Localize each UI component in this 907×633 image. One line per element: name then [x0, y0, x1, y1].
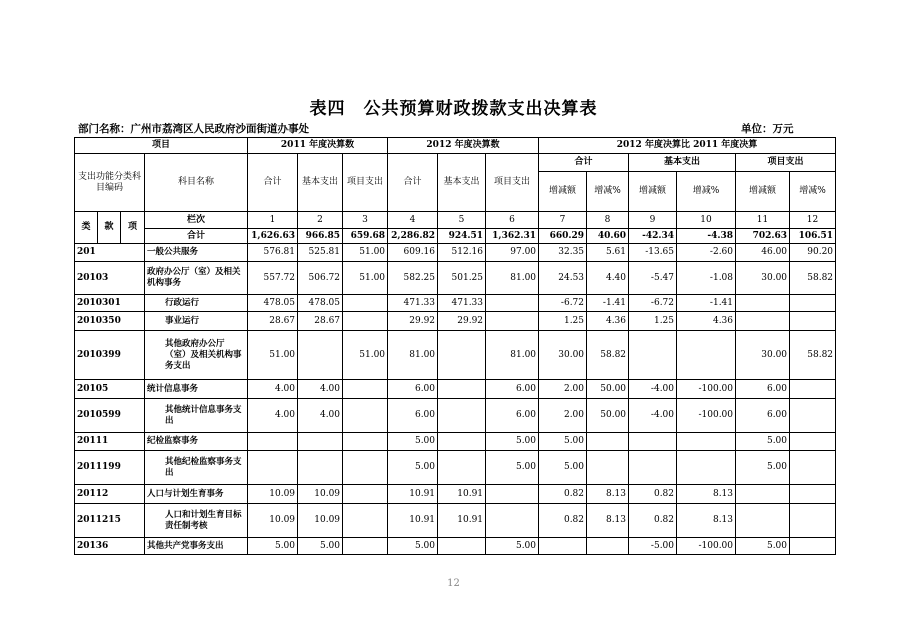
row-value: 28.67 — [248, 312, 298, 331]
header-2011-basic: 基本支出 — [298, 154, 343, 212]
table-title: 表四 公共预算财政拨款支出决算表 — [309, 99, 598, 119]
row-value: -4.00 — [629, 380, 677, 399]
row-value: -4.00 — [629, 399, 677, 433]
header-inc-amt: 增减额 — [539, 172, 587, 212]
row-value: 5.00 — [486, 538, 539, 555]
row-value — [790, 538, 836, 555]
row-value: 506.72 — [298, 262, 343, 295]
header-project: 项目 — [75, 138, 248, 154]
row-value: 1.25 — [539, 312, 587, 331]
row-value: 5.00 — [388, 451, 438, 485]
row-value — [790, 504, 836, 538]
row-name: 政府办公厅（室）及相关机构事务 — [145, 262, 248, 295]
row-value: -1.41 — [677, 295, 736, 312]
row-value: 5.00 — [539, 451, 587, 485]
row-value: 5.00 — [736, 451, 790, 485]
row-code: 2010301 — [75, 295, 145, 312]
header-cmp-basic: 基本支出 — [629, 154, 736, 172]
header-row-2 — [75, 154, 836, 172]
row-value: 501.25 — [438, 262, 486, 295]
row-value: 50.00 — [587, 380, 629, 399]
header-2012-total: 合计 — [388, 154, 438, 212]
row-value — [438, 380, 486, 399]
col-number: 11 — [736, 212, 790, 229]
row-value: 50.00 — [587, 399, 629, 433]
row-value — [438, 331, 486, 380]
row-name: 人口和计划生育目标责任制考核 — [145, 504, 248, 538]
row-code: 2010399 — [75, 331, 145, 380]
row-value — [790, 312, 836, 331]
row-value — [343, 399, 388, 433]
row-code: 2011215 — [75, 504, 145, 538]
table-row — [75, 504, 836, 538]
col-number: 5 — [438, 212, 486, 229]
row-value: 5.00 — [388, 538, 438, 555]
table-row — [75, 380, 836, 399]
header-inc-amt: 增减额 — [629, 172, 677, 212]
header-inc-amt: 增减额 — [736, 172, 790, 212]
row-value: -13.65 — [629, 244, 677, 262]
row-value — [790, 399, 836, 433]
row-code: 20112 — [75, 485, 145, 504]
row-value: 81.00 — [388, 331, 438, 380]
row-value: 29.92 — [438, 312, 486, 331]
row-value: 557.72 — [248, 262, 298, 295]
row-value: 512.16 — [438, 244, 486, 262]
total-cell: 659.68 — [343, 229, 388, 244]
row-code: 20103 — [75, 262, 145, 295]
row-value: 29.92 — [388, 312, 438, 331]
total-label: 合计 — [145, 229, 248, 244]
row-value: 81.00 — [486, 331, 539, 380]
row-name: 统计信息事务 — [145, 380, 248, 399]
row-value — [343, 433, 388, 451]
row-value — [677, 451, 736, 485]
row-name: 其他纪检监察事务支出 — [145, 451, 248, 485]
col-number: 6 — [486, 212, 539, 229]
row-value — [343, 451, 388, 485]
row-value: 10.91 — [438, 504, 486, 538]
row-value: 4.36 — [677, 312, 736, 331]
row-value — [790, 295, 836, 312]
row-value — [343, 312, 388, 331]
row-value: 4.00 — [298, 380, 343, 399]
row-value — [486, 312, 539, 331]
header-code: 支出功能分类科目编码 — [75, 154, 145, 212]
row-value: 30.00 — [736, 331, 790, 380]
row-value: 51.00 — [248, 331, 298, 380]
row-value: 30.00 — [539, 331, 587, 380]
row-value: 5.00 — [486, 451, 539, 485]
row-value: 58.82 — [587, 331, 629, 380]
row-value — [677, 433, 736, 451]
row-value: 5.00 — [539, 433, 587, 451]
total-cell: 1,626.63 — [248, 229, 298, 244]
row-value: 609.16 — [388, 244, 438, 262]
row-value: 5.00 — [736, 433, 790, 451]
row-value: 8.13 — [677, 485, 736, 504]
table-row — [75, 538, 836, 555]
table-row — [75, 244, 836, 262]
total-cell: 2,286.82 — [388, 229, 438, 244]
row-value — [629, 451, 677, 485]
row-name: 人口与计划生育事务 — [145, 485, 248, 504]
row-value — [438, 433, 486, 451]
row-value — [587, 433, 629, 451]
row-value: -6.72 — [539, 295, 587, 312]
total-cell: 924.51 — [438, 229, 486, 244]
row-value: -2.60 — [677, 244, 736, 262]
total-cell: 966.85 — [298, 229, 343, 244]
row-code: 2010599 — [75, 399, 145, 433]
row-name: 其他共产党事务支出 — [145, 538, 248, 555]
row-value — [587, 538, 629, 555]
table-row — [75, 262, 836, 295]
header-2011: 2011 年度决算数 — [248, 138, 388, 154]
row-value: 6.00 — [388, 399, 438, 433]
row-value: 10.09 — [248, 504, 298, 538]
col-number: 10 — [677, 212, 736, 229]
row-value: 4.00 — [248, 399, 298, 433]
row-name: 行政运行 — [145, 295, 248, 312]
row-value: 58.82 — [790, 262, 836, 295]
row-value: 5.00 — [486, 433, 539, 451]
row-value: 10.91 — [438, 485, 486, 504]
row-value — [486, 295, 539, 312]
row-value: 10.09 — [298, 485, 343, 504]
total-cell: 702.63 — [736, 229, 790, 244]
total-cell: 1,362.31 — [486, 229, 539, 244]
row-value — [486, 504, 539, 538]
header-cmp-proj: 项目支出 — [736, 154, 836, 172]
row-value: 6.00 — [736, 399, 790, 433]
row-value — [790, 433, 836, 451]
row-value: 10.91 — [388, 504, 438, 538]
row-value — [248, 433, 298, 451]
row-code: 20136 — [75, 538, 145, 555]
row-value: 10.09 — [298, 504, 343, 538]
row-value — [790, 380, 836, 399]
row-name: 事业运行 — [145, 312, 248, 331]
header-xiang: 项 — [121, 212, 145, 244]
header-inc-pct: 增减% — [587, 172, 629, 212]
col-number: 7 — [539, 212, 587, 229]
total-cell: 40.60 — [587, 229, 629, 244]
row-value — [677, 331, 736, 380]
row-value: -1.41 — [587, 295, 629, 312]
row-value — [438, 538, 486, 555]
col-number: 8 — [587, 212, 629, 229]
row-value — [343, 295, 388, 312]
table-row — [75, 295, 836, 312]
row-value: -6.72 — [629, 295, 677, 312]
row-value: 4.00 — [248, 380, 298, 399]
table-row — [75, 433, 836, 451]
header-name: 科目名称 — [145, 154, 248, 212]
row-value — [438, 399, 486, 433]
row-name: 其他政府办公厅（室）及相关机构事务支出 — [145, 331, 248, 380]
total-cell: -4.38 — [677, 229, 736, 244]
col-number: 12 — [790, 212, 836, 229]
row-value: 2.00 — [539, 399, 587, 433]
header-cmp-total: 合计 — [539, 154, 629, 172]
row-value: -100.00 — [677, 399, 736, 433]
row-value: 58.82 — [790, 331, 836, 380]
header-2011-total: 合计 — [248, 154, 298, 212]
row-value — [298, 451, 343, 485]
row-code: 2010350 — [75, 312, 145, 331]
row-value: 0.82 — [629, 504, 677, 538]
header-col-label: 栏次 — [145, 212, 248, 229]
row-value — [438, 451, 486, 485]
row-value: 90.20 — [790, 244, 836, 262]
table-row — [75, 399, 836, 433]
row-value — [629, 331, 677, 380]
total-cell: 660.29 — [539, 229, 587, 244]
row-value — [736, 485, 790, 504]
row-value: 5.00 — [388, 433, 438, 451]
row-code: 2011199 — [75, 451, 145, 485]
col-number: 2 — [298, 212, 343, 229]
row-value: -100.00 — [677, 538, 736, 555]
total-row — [75, 229, 836, 244]
header-2011-proj: 项目支出 — [343, 154, 388, 212]
column-number-row — [75, 212, 836, 229]
row-code: 20105 — [75, 380, 145, 399]
row-value — [629, 433, 677, 451]
row-value — [343, 538, 388, 555]
row-value: 4.00 — [298, 399, 343, 433]
table-row — [75, 312, 836, 331]
row-value: 471.33 — [388, 295, 438, 312]
row-value: 2.00 — [539, 380, 587, 399]
row-value: 5.00 — [298, 538, 343, 555]
table-row — [75, 451, 836, 485]
row-value: 6.00 — [736, 380, 790, 399]
row-value: 478.05 — [248, 295, 298, 312]
row-value: 51.00 — [343, 262, 388, 295]
header-2012: 2012 年度决算数 — [388, 138, 539, 154]
row-value: -100.00 — [677, 380, 736, 399]
row-value: 51.00 — [343, 331, 388, 380]
row-value — [790, 485, 836, 504]
row-value: 6.00 — [486, 399, 539, 433]
row-name: 一般公共服务 — [145, 244, 248, 262]
col-number: 3 — [343, 212, 388, 229]
row-value: 5.61 — [587, 244, 629, 262]
row-value: 0.82 — [539, 504, 587, 538]
header-2012-basic: 基本支出 — [438, 154, 486, 212]
row-value — [343, 504, 388, 538]
header-lei: 类 — [75, 212, 98, 244]
row-value: 51.00 — [343, 244, 388, 262]
header-row-1 — [75, 138, 836, 154]
table-row — [75, 485, 836, 504]
row-value: 8.13 — [587, 485, 629, 504]
row-code: 20111 — [75, 433, 145, 451]
row-value: 10.91 — [388, 485, 438, 504]
budget-table — [74, 137, 836, 555]
row-value: -5.00 — [629, 538, 677, 555]
row-value — [736, 504, 790, 538]
row-code: 201 — [75, 244, 145, 262]
row-value — [587, 451, 629, 485]
row-value — [539, 538, 587, 555]
row-value: 5.00 — [736, 538, 790, 555]
row-value: 30.00 — [736, 262, 790, 295]
row-value: 478.05 — [298, 295, 343, 312]
row-value: 6.00 — [388, 380, 438, 399]
row-value: 5.00 — [248, 538, 298, 555]
row-value: 4.40 — [587, 262, 629, 295]
page-number: 12 — [447, 578, 460, 589]
row-value: 0.82 — [629, 485, 677, 504]
row-name: 其他统计信息事务支出 — [145, 399, 248, 433]
row-value: 471.33 — [438, 295, 486, 312]
total-cell: -42.34 — [629, 229, 677, 244]
row-value: 81.00 — [486, 262, 539, 295]
col-number: 9 — [629, 212, 677, 229]
header-compare: 2012 年度决算比 2011 年度决算 — [539, 138, 836, 154]
department-name: 部门名称：广州市荔湾区人民政府沙面街道办事处 — [78, 123, 309, 135]
table-row — [75, 331, 836, 380]
row-value: 24.53 — [539, 262, 587, 295]
unit-label: 单位：万元 — [741, 123, 794, 135]
header-2012-proj: 项目支出 — [486, 154, 539, 212]
col-number: 4 — [388, 212, 438, 229]
row-value: 8.13 — [677, 504, 736, 538]
header-inc-pct: 增减% — [790, 172, 836, 212]
row-value — [790, 451, 836, 485]
col-number: 1 — [248, 212, 298, 229]
row-value: 97.00 — [486, 244, 539, 262]
row-value: -5.47 — [629, 262, 677, 295]
row-value: 576.81 — [248, 244, 298, 262]
row-name: 纪检监察事务 — [145, 433, 248, 451]
row-value — [736, 312, 790, 331]
header-kuan: 款 — [98, 212, 121, 244]
header-inc-pct: 增减% — [677, 172, 736, 212]
row-value: 4.36 — [587, 312, 629, 331]
row-value — [343, 485, 388, 504]
row-value: 582.25 — [388, 262, 438, 295]
row-value: 32.35 — [539, 244, 587, 262]
row-value: 6.00 — [486, 380, 539, 399]
row-value — [298, 331, 343, 380]
row-value: 1.25 — [629, 312, 677, 331]
row-value: 46.00 — [736, 244, 790, 262]
row-value — [343, 380, 388, 399]
row-value: 28.67 — [298, 312, 343, 331]
total-cell: 106.51 — [790, 229, 836, 244]
row-value — [248, 451, 298, 485]
row-value — [486, 485, 539, 504]
row-value — [736, 295, 790, 312]
row-value: 8.13 — [587, 504, 629, 538]
row-value: 525.81 — [298, 244, 343, 262]
row-value: -1.08 — [677, 262, 736, 295]
row-value: 0.82 — [539, 485, 587, 504]
row-value — [298, 433, 343, 451]
row-value: 10.09 — [248, 485, 298, 504]
